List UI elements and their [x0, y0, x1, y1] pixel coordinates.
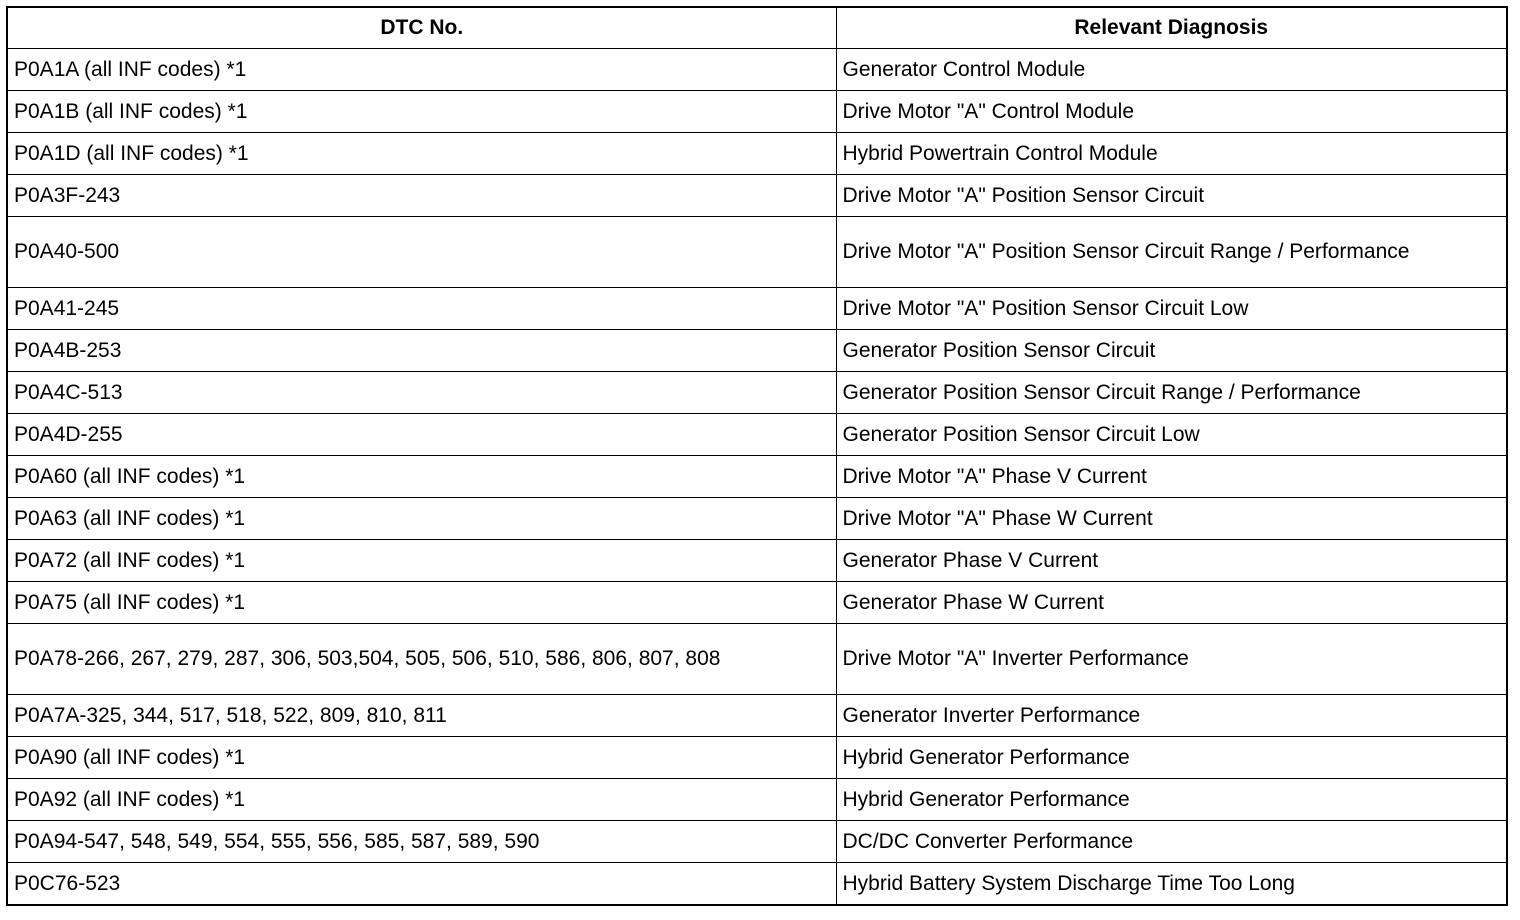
diagnosis-cell: Drive Motor "A" Inverter Performance	[836, 624, 1507, 695]
diagnosis-cell: Generator Position Sensor Circuit Range / Performance	[836, 372, 1507, 414]
table-row	[7, 695, 1507, 737]
dtc-cell: P0C76-523	[7, 863, 836, 906]
diagnosis-cell: Drive Motor "A" Position Sensor Circuit	[836, 175, 1507, 217]
dtc-cell: P0A41-245	[7, 288, 836, 330]
diagnosis-cell: Hybrid Generator Performance	[836, 737, 1507, 779]
table-row	[7, 288, 1507, 330]
diagnosis-cell: Drive Motor "A" Control Module	[836, 91, 1507, 133]
dtc-cell: P0A94-547, 548, 549, 554, 555, 556, 585, 587, 589, 590	[7, 821, 836, 863]
diagnosis-cell: Hybrid Generator Performance	[836, 779, 1507, 821]
diagnosis-cell: Drive Motor "A" Position Sensor Circuit Range / Performance	[836, 217, 1507, 288]
dtc-cell: P0A4B-253	[7, 330, 836, 372]
header-relevant-diagnosis: Relevant Diagnosis	[836, 7, 1507, 49]
dtc-cell: P0A4C-513	[7, 372, 836, 414]
table-row	[7, 582, 1507, 624]
table-row	[7, 217, 1507, 288]
diagnosis-cell: Generator Phase V Current	[836, 540, 1507, 582]
table-row	[7, 175, 1507, 217]
dtc-cell: P0A4D-255	[7, 414, 836, 456]
table-row	[7, 498, 1507, 540]
table-row	[7, 737, 1507, 779]
table-row	[7, 91, 1507, 133]
diagnosis-cell: Generator Position Sensor Circuit	[836, 330, 1507, 372]
dtc-cell: P0A3F-243	[7, 175, 836, 217]
diagnosis-cell: Generator Position Sensor Circuit Low	[836, 414, 1507, 456]
diagnosis-cell: DC/DC Converter Performance	[836, 821, 1507, 863]
dtc-cell: P0A60 (all INF codes) *1	[7, 456, 836, 498]
table-row	[7, 330, 1507, 372]
dtc-cell: P0A1D (all INF codes) *1	[7, 133, 836, 175]
dtc-cell: P0A72 (all INF codes) *1	[7, 540, 836, 582]
dtc-table	[6, 6, 1508, 906]
diagnosis-cell: Generator Inverter Performance	[836, 695, 1507, 737]
table-row	[7, 540, 1507, 582]
dtc-cell: P0A1A (all INF codes) *1	[7, 49, 836, 91]
table-row	[7, 133, 1507, 175]
table-header-row	[7, 7, 1507, 49]
header-dtc-no: DTC No.	[7, 7, 836, 49]
dtc-cell: P0A90 (all INF codes) *1	[7, 737, 836, 779]
diagnosis-cell: Drive Motor "A" Phase V Current	[836, 456, 1507, 498]
diagnosis-cell: Hybrid Powertrain Control Module	[836, 133, 1507, 175]
dtc-cell: P0A75 (all INF codes) *1	[7, 582, 836, 624]
diagnosis-cell: Generator Control Module	[836, 49, 1507, 91]
dtc-cell: P0A40-500	[7, 217, 836, 288]
table-row	[7, 821, 1507, 863]
dtc-cell: P0A78-266, 267, 279, 287, 306, 503,504, 505, 506, 510, 586, 806, 807, 808	[7, 624, 836, 695]
dtc-cell: P0A7A-325, 344, 517, 518, 522, 809, 810, 811	[7, 695, 836, 737]
diagnosis-cell: Drive Motor "A" Position Sensor Circuit Low	[836, 288, 1507, 330]
dtc-cell: P0A63 (all INF codes) *1	[7, 498, 836, 540]
dtc-cell: P0A1B (all INF codes) *1	[7, 91, 836, 133]
table-row	[7, 372, 1507, 414]
diagnosis-cell: Generator Phase W Current	[836, 582, 1507, 624]
table-row	[7, 49, 1507, 91]
table-row	[7, 779, 1507, 821]
diagnosis-cell: Drive Motor "A" Phase W Current	[836, 498, 1507, 540]
table-row	[7, 863, 1507, 906]
diagnosis-cell: Hybrid Battery System Discharge Time Too Long	[836, 863, 1507, 906]
dtc-cell: P0A92 (all INF codes) *1	[7, 779, 836, 821]
table-row	[7, 456, 1507, 498]
table-row	[7, 624, 1507, 695]
table-row	[7, 414, 1507, 456]
